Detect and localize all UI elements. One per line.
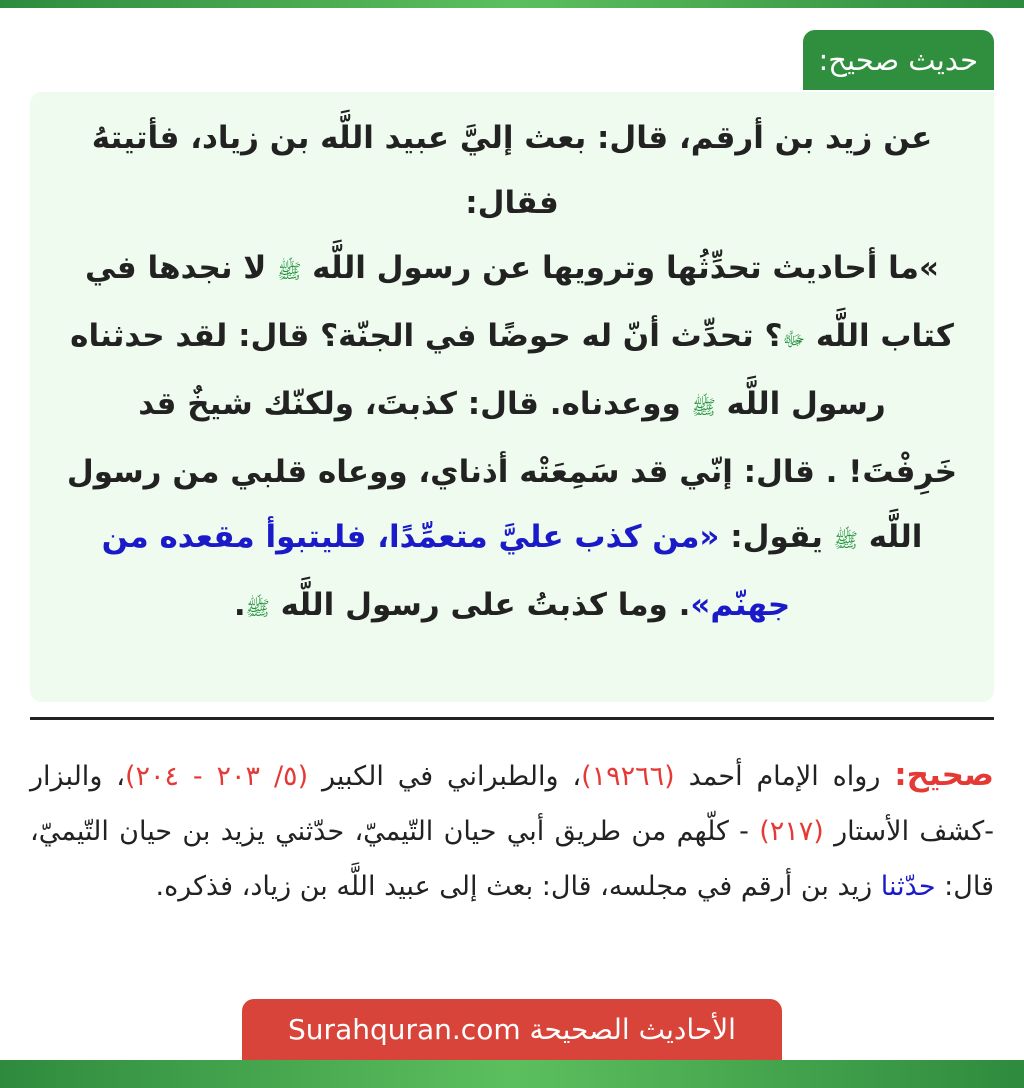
- salawat-glyph: ﷺ: [833, 528, 858, 552]
- hadith-text-segment: ؟ تحدِّث أنّ له حوضًا في الجنّة؟ قال: لقد حدثناه رسول اللَّه: [70, 318, 886, 422]
- reference-number: (١٩٢٦٦): [581, 761, 675, 792]
- hadith-text-segment: »ما أحاديث تحدِّثُها وترويها عن رسول اللَّه: [312, 250, 939, 286]
- reference-text: - كلّهم من طريق أبي حيان التّيميّ، حدّثني يزيد بن حيان التّيميّ، قال:: [30, 816, 994, 902]
- hadith-reference: [30, 748, 994, 914]
- reference-text: ، والبزار -كشف الأستار: [30, 761, 994, 847]
- reference-number: (٢١٧): [759, 816, 824, 847]
- hadith-text-segment: عن زيد بن أرقم، قال: بعث إليَّ عبيد اللَّه بن زياد، فأتيتهُ فقال:: [91, 120, 933, 221]
- hadith-text-end: .: [233, 587, 246, 623]
- salawat-glyph: ﷺ: [245, 596, 270, 620]
- hadith-text-box: [30, 92, 994, 702]
- jalla-glyph: ﷻ: [782, 327, 806, 351]
- hadith-text-segment: يقول:: [730, 519, 823, 555]
- hadith-text-segment: ووعدناه. قال: كذبتَ، ولكنّك شيخٌ قد: [138, 386, 681, 422]
- salawat-glyph: ﷺ: [691, 395, 716, 419]
- hadith-text-segment: خَرِفْتَ! . قال: إنّي قد سَمِعَتْه أذناي، ووعاه قلبي من رسول اللَّه: [66, 454, 958, 555]
- top-accent-bar: [0, 0, 1024, 8]
- site-footer-badge[interactable]: الأحاديث الصحيحة Surahquran.com: [242, 999, 782, 1061]
- hadith-grade-badge: حديث صحيح:: [803, 30, 995, 90]
- hadith-text-segment: . وما كذبتُ على رسول اللَّه: [280, 587, 691, 623]
- salawat-glyph: ﷺ: [277, 259, 302, 283]
- hadith-text-segment: لا نجدها في كتاب اللَّه: [84, 250, 954, 354]
- reference-highlight: حدّثنا: [880, 871, 936, 902]
- reference-number: (٥/ ٢٠٣ - ٢٠٤): [124, 761, 309, 792]
- section-divider: [30, 717, 994, 720]
- reference-text: ، والطبراني في الكبير: [308, 761, 582, 792]
- hadith-text: [52, 106, 972, 641]
- bottom-accent-bar: [0, 1060, 1024, 1088]
- reference-text: رواه الإمام أحمد: [674, 761, 895, 792]
- reference-text: زيد بن أرقم في مجلسه، قال: بعث إلى عبيد اللَّه بن زياد، فذكره.: [155, 871, 881, 902]
- hadith-quote: «من كذب عليَّ متعمِّدًا، فليتبوأ مقعده من جهنّم»: [101, 519, 791, 623]
- reference-grade: صحيح:: [894, 757, 994, 793]
